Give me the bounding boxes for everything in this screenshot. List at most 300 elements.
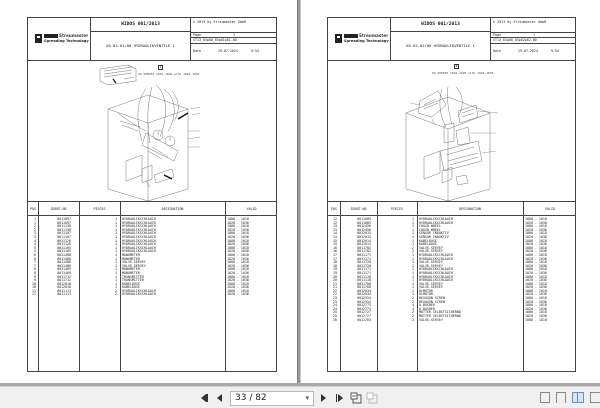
cell-designation: HYDRAULIKSCHLAUCH	[122, 227, 156, 232]
cell-pieces: 1	[115, 270, 117, 275]
cell-designation: KABELDOSE	[122, 281, 140, 286]
cell-pos: 18	[333, 260, 337, 265]
cell-ident-no: 0012773	[357, 306, 371, 311]
sheet-header	[28, 18, 276, 61]
two-page-continuous-view-button[interactable]	[590, 392, 600, 403]
page-label: Page	[193, 33, 201, 37]
logo-brand: Streumaster	[59, 33, 89, 38]
cell-ident-no: 0011171	[357, 267, 371, 272]
cell-pieces: 1	[115, 260, 117, 265]
cell-valid: 1000 - 1018	[227, 217, 249, 221]
cell-ident-no: 0011702	[357, 249, 371, 254]
cell-valid: 1020 - 1036	[525, 227, 547, 232]
cell-ident-no: 0011720	[357, 263, 371, 268]
logo-tagline: Spreading Technology	[44, 39, 89, 43]
cell-pos: 3	[34, 234, 36, 239]
cell-valid: 1020 - 1036	[227, 263, 249, 268]
page-left	[0, 0, 297, 383]
page-label: Page	[493, 33, 501, 37]
cell-valid: 1000 - 1018	[227, 260, 249, 265]
cell-pos: 17	[333, 256, 337, 261]
cell-pieces: 1	[412, 281, 414, 286]
cell-pos: 14	[333, 231, 337, 236]
cell-valid: 1020 - 1036	[227, 270, 249, 275]
cell-designation: CHAIN WHEEL	[419, 227, 441, 232]
previous-view-icon	[350, 392, 362, 404]
cell-designation: VALVE-SERVEY	[419, 317, 443, 322]
cell-designation: TRANSMITTER	[122, 274, 144, 279]
parts-table	[28, 202, 276, 371]
cell-ident-no: 0011107	[57, 231, 71, 236]
cell-pieces: 1	[115, 267, 117, 272]
doc-title: WIDOS 001/2013	[391, 18, 491, 32]
cell-valid: 1000 - 1018	[525, 238, 547, 243]
cell-ident-no: 0012727	[357, 310, 371, 315]
cell-pieces: 1	[115, 281, 117, 286]
cell-pieces: 1	[412, 288, 414, 293]
cell-valid: 1020 - 1036	[525, 234, 547, 239]
cell-pos: 26	[333, 317, 337, 322]
cell-ident-no: 0011097	[57, 220, 71, 225]
cell-pieces: 1	[412, 285, 414, 290]
cell-pieces: 2	[412, 245, 414, 250]
last-page-icon	[336, 394, 343, 402]
cell-pos: 13	[333, 224, 337, 229]
table-header	[28, 202, 276, 216]
streumaster-logo	[35, 33, 89, 45]
exploded-drawing	[328, 61, 575, 202]
cell-pieces: 1	[412, 238, 414, 243]
cell-pos: 6	[34, 256, 36, 261]
cell-valid: 1000 - 1018	[227, 281, 249, 286]
cell-ident-no: 0011720	[357, 260, 371, 265]
cell-pieces: 1	[412, 220, 414, 225]
cell-designation: VALVE-SERVEY	[419, 249, 443, 254]
cell-ident-no: 0011118	[357, 278, 371, 283]
cell-designation: HYDRAULIKSCHLAUCH	[419, 274, 453, 279]
cell-pieces: 1	[412, 227, 414, 232]
cell-valid: 1020 - 1036	[227, 234, 249, 239]
cell-pos: 9	[34, 274, 36, 279]
cell-pos: 20	[333, 278, 337, 283]
cell-valid: 1000 - 1018	[525, 303, 547, 308]
cell-ident-no: 0011113	[57, 292, 71, 297]
cell-pos: 12	[333, 220, 337, 225]
date-value: 29.07.2024	[218, 49, 238, 53]
drawing-caption: SD SERIES 1016-1026 with 1026-1036	[432, 71, 494, 75]
cell-designation: MUTTER SELBSTSICHERND	[419, 310, 461, 315]
cell-pieces: 1	[115, 231, 117, 236]
cell-pos: 25	[333, 310, 337, 315]
cell-pos: 5	[34, 249, 36, 254]
cell-pieces: 3	[412, 317, 414, 322]
cell-ident-no: 0012034	[357, 288, 371, 293]
cell-designation: HEXAGON SCREW	[419, 299, 445, 304]
logo-brand: Streumaster	[359, 33, 389, 38]
view-marker: B	[455, 64, 458, 68]
cell-pos: 6	[34, 252, 36, 257]
cell-valid: 1020 - 1036	[227, 220, 249, 225]
cell-valid: 1020 - 1036	[525, 292, 547, 297]
cell-pieces: 1	[115, 234, 117, 239]
cell-ident-no: 0011126	[57, 238, 71, 243]
cell-pos: 8	[34, 267, 36, 272]
cell-pieces: 2	[115, 292, 117, 297]
table-row	[28, 293, 276, 297]
cell-ident-no: 0011469	[57, 267, 71, 272]
cell-designation: HEXAGON SCREW	[419, 296, 445, 301]
cell-pieces: 2	[412, 310, 414, 315]
cell-ident-no: 0012016	[57, 285, 71, 290]
cell-ident-no: 0012034	[357, 292, 371, 297]
cell-designation: VALVE-SERVEY	[419, 281, 443, 286]
cell-pos: 1	[34, 220, 36, 225]
cell-pos: 19	[333, 270, 337, 275]
header-valid: VALID	[246, 207, 257, 211]
cell-pieces: 1	[412, 234, 414, 239]
cell-designation: HYDRAULIKSCHLAUCH	[122, 238, 156, 243]
cell-valid: 1020 - 1036	[525, 278, 547, 283]
header-info	[491, 32, 575, 60]
cell-designation: SENSOR INDUKTIV	[419, 231, 449, 236]
cell-ident-no: 0012554	[357, 296, 371, 301]
cell-pieces: 4	[412, 306, 414, 311]
cell-valid: 1020 - 1036	[227, 242, 249, 247]
cell-pos: 17	[333, 252, 337, 257]
cell-valid: 1020 - 1036	[525, 249, 547, 254]
cell-pos: 22	[333, 288, 337, 293]
copyright: © 2013 by Streumaster GmbH	[193, 20, 247, 24]
cell-designation: VALVE-SERVEY	[419, 263, 443, 268]
cell-pieces: 1	[115, 245, 117, 250]
cell-designation: HYDRAULIKSCHLAUCH	[419, 267, 453, 272]
page-value: 1	[233, 33, 235, 37]
time-value: 9:54	[251, 49, 259, 53]
parts-table	[328, 202, 575, 371]
cell-pos: 16	[333, 249, 337, 254]
cell-pos: 15	[333, 242, 337, 247]
cell-designation: HYDRAULIKSCHLAUCH	[122, 288, 156, 293]
cell-valid: 1020 - 1036	[525, 220, 547, 225]
cell-pos: 4	[34, 238, 36, 243]
cell-designation: MUTTER SELBSTSICHERND	[419, 314, 461, 319]
cell-pieces: 1	[412, 292, 414, 297]
cell-valid: 1000 - 1018	[227, 252, 249, 257]
cell-valid: 1020 - 1036	[525, 256, 547, 261]
doc-code: ST13_03p00_05p02p02-00	[493, 38, 537, 42]
cell-designation: KABELDOSE	[419, 242, 437, 247]
cell-valid: 1020 - 1036	[525, 285, 547, 290]
cell-pos: 1	[34, 217, 36, 221]
cell-pieces: 2	[412, 296, 414, 301]
cell-valid: 1000 - 1018	[525, 217, 547, 221]
cell-pos: 10	[32, 285, 36, 290]
header-designation: DESIGNATION	[459, 207, 481, 211]
cell-ident-no: 0011171	[357, 252, 371, 257]
cell-designation: HYDRAULIKSCHLAUCH	[122, 292, 156, 297]
header-pieces: PIECES	[93, 207, 106, 211]
header-info	[191, 32, 276, 60]
cell-pos: 12	[333, 217, 337, 221]
cell-pieces: 1	[412, 263, 414, 268]
cell-designation: HYDRAULIKSCHLAUCH	[419, 252, 453, 257]
cell-pieces: 1	[115, 263, 117, 268]
hydraulic-valve-diagram	[328, 61, 575, 202]
cell-ident-no: 0011486	[57, 263, 71, 268]
next-view-icon	[366, 392, 378, 404]
cell-pos: 23	[333, 296, 337, 301]
cell-pos: 13	[333, 227, 337, 232]
cell-ident-no: 0011085	[357, 217, 371, 221]
cell-pieces: 1	[412, 217, 414, 221]
cell-ident-no: 0011712	[57, 278, 71, 283]
doc-code: ST13_03p00_05p01p01-00	[193, 38, 237, 42]
single-page-view-button[interactable]	[540, 392, 550, 403]
table-row	[328, 319, 575, 323]
cell-designation: VALVE-SERVEY	[122, 260, 146, 265]
page-right	[301, 0, 600, 383]
cell-pieces: 1	[412, 224, 414, 229]
cell-designation: MANOMETER	[122, 256, 140, 261]
cell-designation: CHAIN WHEEL	[419, 224, 441, 229]
next-view-button[interactable]	[366, 392, 378, 404]
cell-pieces: 2	[412, 299, 414, 304]
cell-designation: ÖLMOTOR	[419, 292, 433, 297]
cell-pieces: 1	[115, 285, 117, 290]
cell-ident-no: 0011704	[357, 317, 371, 322]
cell-pos: 21	[333, 285, 337, 290]
continuous-view-button[interactable]	[556, 392, 566, 403]
cell-ident-no: 0011138	[57, 224, 71, 229]
section-title: 05.02.01/00 HYDRAULIKVENTILE 1	[91, 32, 191, 60]
cell-valid: 1000 - 1018	[525, 274, 547, 279]
cell-designation: KABELDOSE	[122, 285, 140, 290]
cell-designation: U-BASHER	[419, 303, 435, 308]
previous-page-icon	[217, 394, 222, 402]
cell-valid: 1020 - 1036	[525, 306, 547, 311]
cell-pos: 7	[34, 260, 36, 265]
cell-ident-no: 0011171	[357, 256, 371, 261]
cell-pos: 7	[34, 263, 36, 268]
cell-ident-no: 0012456	[357, 224, 371, 229]
cell-valid: 1000 - 1018	[227, 288, 249, 293]
navigation-toolbar	[0, 386, 600, 408]
cell-pos: 11	[32, 292, 36, 297]
section-title: 05.02.02/00 HYDRAULIKVENTILE 1	[391, 32, 491, 60]
cell-designation: U-BASHER	[419, 306, 435, 311]
cell-pieces: 1	[412, 274, 414, 279]
cell-ident-no: 0011712	[57, 274, 71, 279]
cell-ident-no: 0011165	[57, 249, 71, 254]
cell-ident-no: 0011700	[357, 281, 371, 286]
next-page-icon	[321, 394, 326, 402]
cell-designation: HYDRAULIKSCHLAUCH	[419, 220, 453, 225]
cell-ident-no: 0011113	[57, 288, 71, 293]
cell-pieces: 2	[412, 249, 414, 254]
cell-pos: 2	[34, 227, 36, 232]
cell-pos: 4	[34, 242, 36, 247]
header-designation: DESIGNATION	[161, 207, 184, 211]
cell-valid: 1020 - 1036	[227, 256, 249, 261]
previous-view-button[interactable]	[350, 392, 362, 404]
cell-pos: 15	[333, 238, 337, 243]
date-value: 29.07.2024	[518, 49, 538, 53]
cell-valid: 1020 - 1036	[227, 278, 249, 283]
header-ident-no: IDENT-NO	[50, 207, 67, 211]
cell-designation: HYDRAULIKSCHLAUCH	[419, 217, 453, 221]
cell-valid: 1020 - 1036	[227, 292, 249, 297]
next-page-button[interactable]	[318, 392, 328, 404]
cell-pieces: 1	[412, 252, 414, 257]
page-number-select[interactable]	[230, 391, 314, 406]
cell-designation: VALVE-SERVEY	[122, 263, 146, 268]
cell-ident-no: 0011107	[57, 234, 71, 239]
header-pieces: PIECES	[391, 207, 403, 211]
cell-valid: 1020 - 1036	[525, 270, 547, 275]
exploded-drawing	[28, 61, 276, 202]
cell-valid: 1000 - 1018	[525, 245, 547, 250]
logo-cell	[28, 18, 91, 60]
copyright: © 2013 by Streumaster GmbH	[493, 20, 547, 24]
cell-pieces: 1	[412, 231, 414, 236]
previous-page-button[interactable]	[214, 392, 224, 404]
cell-pieces: 1	[115, 252, 117, 257]
cell-pos: 8	[34, 270, 36, 275]
cell-valid: 1000 - 1018	[227, 238, 249, 243]
parts-sheet	[27, 17, 277, 372]
cell-ident-no: 0011085	[357, 220, 371, 225]
cell-valid: 1000 - 1018	[525, 267, 547, 272]
cell-pos: 24	[333, 306, 337, 311]
logo-cell	[328, 18, 391, 60]
cell-pieces: 1	[412, 267, 414, 272]
first-page-button[interactable]	[198, 392, 210, 404]
first-page-icon	[201, 394, 208, 402]
sheet-header	[328, 18, 575, 61]
cell-pieces: 1	[115, 220, 117, 225]
cell-valid: 1000 - 1018	[525, 288, 547, 293]
cell-ident-no: 0012456	[357, 227, 371, 232]
cell-designation: HYDRAULIKSCHLAUCH	[419, 278, 453, 283]
cell-pos: 21	[333, 281, 337, 286]
cell-pos: 20	[333, 274, 337, 279]
cell-ident-no: 0012015	[357, 234, 371, 239]
view-marker: A	[159, 65, 162, 69]
cell-valid: 1000 - 1018	[227, 245, 249, 250]
cell-valid: 1000 - 1018	[525, 224, 547, 229]
header-pos: POS	[331, 207, 337, 211]
cell-ident-no: 0011700	[357, 285, 371, 290]
cell-ident-no: 0012016	[57, 281, 71, 286]
cell-pos: 18	[333, 263, 337, 268]
cell-ident-no: 0011468	[57, 256, 71, 261]
cell-designation: MANOMETER	[122, 267, 140, 272]
cell-ident-no: 0011171	[357, 270, 371, 275]
cell-designation: SENSOR INDUKTIV	[419, 234, 449, 239]
cell-pieces: 1	[412, 242, 414, 247]
table-header	[328, 202, 575, 216]
cell-ident-no: 0011702	[357, 245, 371, 250]
cell-pieces: 1	[115, 227, 117, 232]
cell-pos: 23	[333, 299, 337, 304]
cell-pieces: 1	[412, 278, 414, 283]
cell-valid: 1000 - 1018	[227, 231, 249, 236]
cell-ident-no: 0011486	[57, 260, 71, 265]
cell-pieces: 2	[115, 288, 117, 293]
cell-valid: 1020 - 1036	[227, 227, 249, 232]
two-page-view-button[interactable]	[572, 392, 584, 403]
cell-valid: 1020 - 1036	[525, 242, 547, 247]
cell-pos: 24	[333, 303, 337, 308]
cell-valid: 1000 - 1018	[525, 252, 547, 257]
cell-ident-no: 0011469	[57, 270, 71, 275]
cell-designation: VALVE-SERVEY	[419, 285, 443, 290]
cell-pieces: 1	[115, 249, 117, 254]
cell-pieces: 1	[115, 224, 117, 229]
cell-valid: 1020 - 1036	[525, 314, 547, 319]
cell-valid: 1020 - 1036	[227, 285, 249, 290]
cell-pieces: 1	[115, 256, 117, 261]
logo-tagline: Spreading Technology	[344, 39, 389, 43]
cell-ident-no: 0012015	[357, 231, 371, 236]
cell-valid: 1000 - 1018	[525, 281, 547, 286]
cell-ident-no: 0011126	[57, 242, 71, 247]
cell-pos: 2	[34, 224, 36, 229]
cell-ident-no: 0012014	[357, 242, 371, 247]
cell-pieces: 1	[412, 270, 414, 275]
cell-pieces: 1	[115, 274, 117, 279]
cell-pieces: 1	[412, 256, 414, 261]
cell-valid: 1000 - 1018	[227, 224, 249, 229]
cell-pos: 16	[333, 245, 337, 250]
cell-pieces: 2	[412, 314, 414, 319]
table-body	[328, 218, 575, 322]
cell-pos: 25	[333, 314, 337, 319]
parts-sheet	[327, 17, 576, 372]
hydraulic-valve-diagram	[28, 61, 276, 202]
cell-designation: VALVE-SERVEY	[419, 260, 443, 265]
cell-pos: 10	[32, 281, 36, 286]
cell-valid: 1000 - 1018	[227, 274, 249, 279]
streumaster-logo	[335, 33, 389, 45]
cell-valid: 1000 - 1018	[525, 231, 547, 236]
header-ident-no: IDENT-NO	[350, 207, 367, 211]
cell-designation: HYDRAULIKSCHLAUCH	[419, 270, 453, 275]
cell-ident-no: 0012727	[357, 314, 371, 319]
drawing-caption: SD SERIES 1016-1026 with 1026-1036	[138, 72, 200, 76]
cell-designation: HYDRAULIKSCHLAUCH	[122, 245, 156, 250]
cell-valid: 1000 - 1018	[227, 267, 249, 272]
cell-ident-no: 0011118	[357, 274, 371, 279]
cell-ident-no: 0011097	[57, 217, 71, 221]
cell-pos: 3	[34, 231, 36, 236]
time-value: 9:54	[551, 49, 559, 53]
cell-pieces: 1	[115, 217, 117, 221]
last-page-button[interactable]	[333, 392, 345, 404]
cell-pieces: 1	[115, 238, 117, 243]
cell-designation: HYDRAULIKSCHLAUCH	[122, 217, 156, 221]
cell-valid: 1020 - 1036	[227, 249, 249, 254]
cell-valid: 1020 - 1036	[525, 263, 547, 268]
cell-designation: MANOMETER	[122, 270, 140, 275]
cell-designation: HYDRAULIKSCHLAUCH	[122, 231, 156, 236]
logo-mark-icon	[35, 34, 42, 43]
cell-designation: HYDRAULIKSCHLAUCH	[122, 220, 156, 225]
cell-pos: 14	[333, 234, 337, 239]
cell-valid: 1020 - 1036	[525, 299, 547, 304]
page-indicator: 33 / 82	[235, 393, 267, 403]
page-value: 1	[533, 33, 535, 37]
